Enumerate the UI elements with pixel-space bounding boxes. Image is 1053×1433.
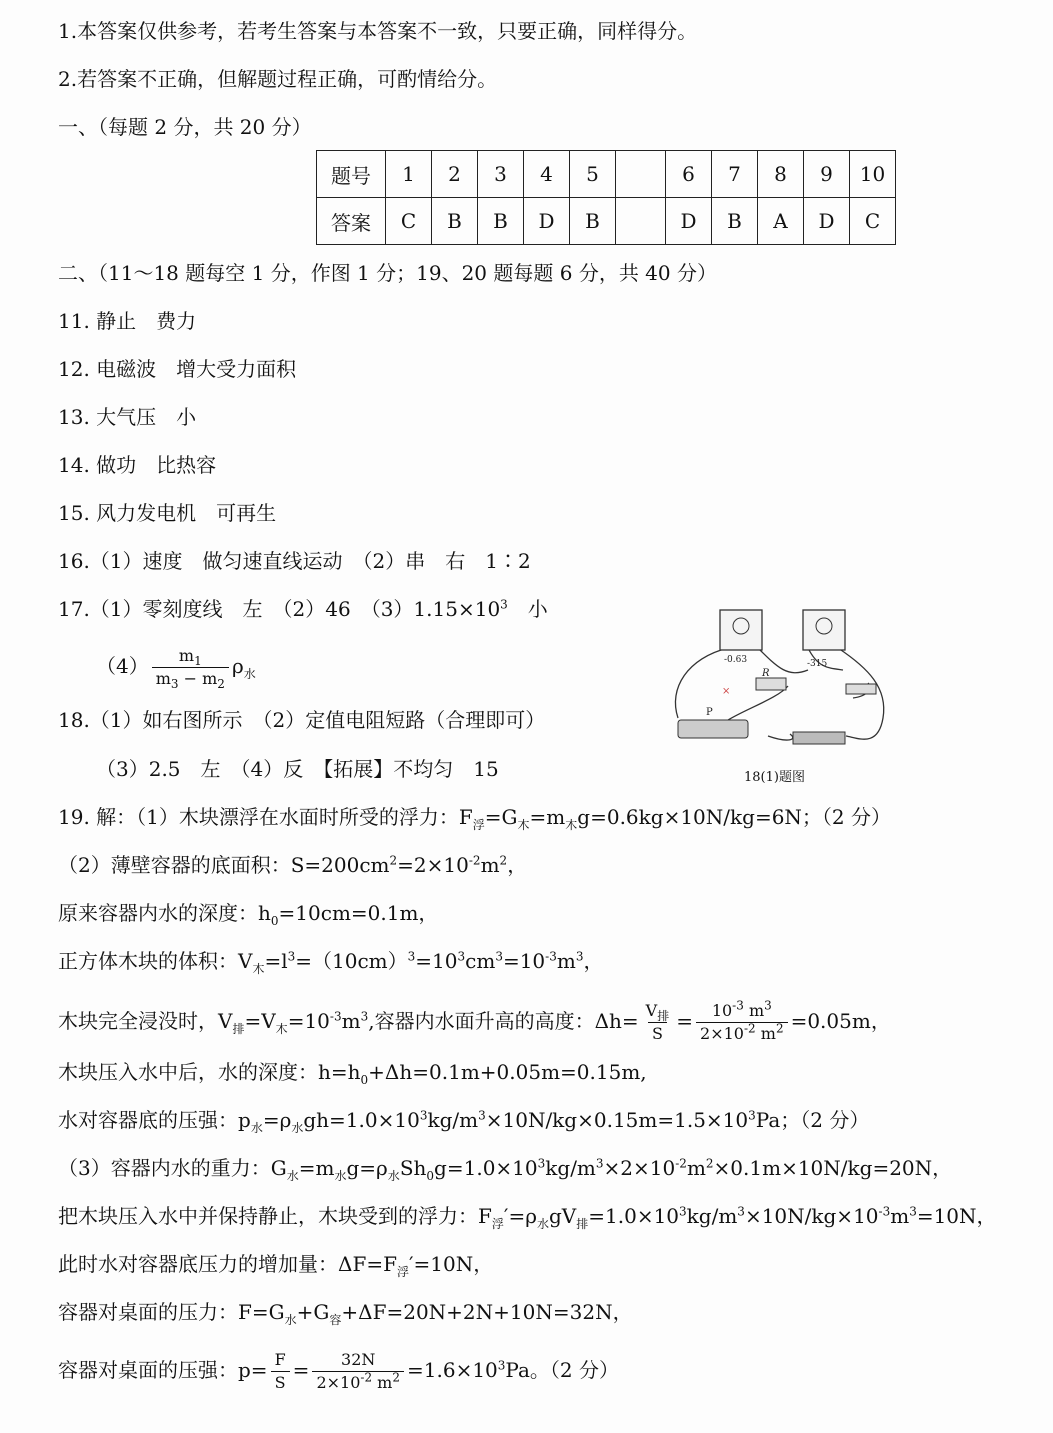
table-cell: C	[386, 198, 432, 245]
answer-19-line10: 此时水对容器底压力的增加量：$\Delta F=F_浮'=10N$，	[58, 1252, 494, 1279]
answer-16: 16.（1）速度 做匀速直线运动 （2）串 右 1∶2	[58, 549, 531, 573]
table-cell: A	[758, 198, 804, 245]
table-cell: 6	[666, 151, 712, 198]
answer-15: 15. 风力发电机 可再生	[58, 501, 277, 525]
answer-19-line5: 木块完全浸没时，$V_排=V_木=10^{-3}m^3$,容器内水面升高的高度：Δh= $\frac{V_排}{S}$ = $\frac{10^{-3} m^3}{2\times 10^{-2} m^2}$ =0.05m，	[58, 998, 891, 1043]
density-fraction: $\frac{m_1}{m_3 - m_2}$	[152, 648, 229, 687]
table-cell: 10	[850, 151, 896, 198]
answer-13: 13. 大气压 小	[58, 405, 197, 429]
table-cell: 1	[386, 151, 432, 198]
table-cell: 5	[570, 151, 616, 198]
table-cell: D	[666, 198, 712, 245]
answer-19-line6: 木块压入水中后，水的深度：$h=h_0+\Delta h=0.1m+0.05m=0.15m$,	[58, 1060, 647, 1087]
answer-19-line11: 容器对桌面的压力：$F=G_水+G_容+\Delta F=20N+2N+10N=32N$，	[58, 1300, 633, 1327]
table-cell: B	[570, 198, 616, 245]
table-cell: B	[478, 198, 524, 245]
answer-17-part4-label: （4）	[96, 654, 149, 678]
note-1: 1.本答案仅供参考，若考生答案与本答案不一致，只要正确，同样得分。	[58, 19, 698, 43]
section1-title: 一、（每题 2 分，共 20 分）	[58, 115, 312, 139]
voltmeter-shape	[803, 610, 845, 650]
answer-19-line4: 正方体木块的体积：$V_木=l^3=(10cm)^3=10^3cm^3=10^{-3}m^3$，	[58, 949, 604, 976]
resistor-label: R	[762, 668, 770, 679]
answer-19-line2: （2）薄壁容器的底面积：$S=200cm^2=2\times 10^{-2}m^2$，	[58, 853, 528, 877]
answer-17-part4: （4） $\frac{m_1}{m_3 - m_2}$ $\rho_水$	[96, 646, 256, 692]
table-cell: B	[432, 198, 478, 245]
table-gap-cell	[616, 151, 666, 198]
answer-19-line3: 原来容器内水的深度：$h_0=10cm=0.1m$，	[58, 901, 439, 928]
slider-label: P	[706, 707, 713, 718]
resistor-shape	[756, 678, 786, 690]
answer-19-line1: 19. 解：（1）木块漂浮在水面时所受的浮力：$F_浮=G_木=m_木g=0.6kg\times 10N/kg=6N$；（2 分）	[58, 805, 892, 832]
table-cell: D	[804, 198, 850, 245]
table-cell: 7	[712, 151, 758, 198]
answer-17-part1	[58, 596, 548, 622]
table-cell: 2	[432, 151, 478, 198]
switch-shape	[846, 684, 876, 694]
answer-18-part3: （3）2.5 左 （4）反 【拓展】不均匀 15	[96, 757, 499, 781]
answer-12: 12. 电磁波 增大受力面积	[58, 357, 297, 381]
ammeter-terminal-label: -0.63	[724, 655, 748, 665]
ammeter-shape	[720, 610, 762, 650]
answer-11: 11. 静止 费力	[58, 309, 197, 333]
table-cell: 8	[758, 151, 804, 198]
rheostat-shape	[678, 720, 748, 738]
table-cell: B	[712, 198, 758, 245]
table-cell: 3	[478, 151, 524, 198]
answer-19-line8: （3）容器内水的重力：$G_水=m_水g=\rho_水Sh_0g=1.0\times 10^3kg/m^3\times 2\times 10^{-2}m^2\times 0.1m\times 10N/kg=20N$，	[58, 1156, 953, 1183]
answer-17-text: 17.（1）零刻度线 左 （2）46 （3）1.15×10	[58, 597, 501, 621]
battery-shape	[793, 732, 845, 744]
voltmeter-terminal-label: -315	[807, 659, 828, 669]
table-cell: D	[524, 198, 570, 245]
answer-header: 答案	[317, 198, 386, 245]
answer-19-line7: 水对容器底的压强：$p_水=\rho_水gh=1.0\times 10^3kg/m^3\times 10N/kg\times 0.15m=1.5\times 10^3Pa$；（2 分）	[58, 1108, 870, 1135]
answer-19-line9: 把木块压入水中并保持静止，木块受到的浮力：$F_浮'=\rho_水gV_排=1.0\times 10^3kg/m^3\times 10N/kg\times 10^{-3}m^3=10N$，	[58, 1204, 997, 1231]
answer-18-part1: 18.（1）如右图所示 （2）定值电阻短路（合理即可）	[58, 708, 546, 732]
answer-17-tail: 小	[507, 597, 548, 621]
circuit-diagram	[668, 608, 898, 766]
question-number-header: 题号	[317, 151, 386, 198]
cross-mark: ×	[722, 686, 731, 697]
table-cell: 4	[524, 151, 570, 198]
figure-caption: 18(1)题图	[744, 770, 805, 785]
table-cell: C	[850, 198, 896, 245]
answer-table	[316, 150, 896, 245]
note-2: 2.若答案不正确，但解题过程正确，可酌情给分。	[58, 67, 498, 91]
answer-19-line12: 容器对桌面的压强：p= $\frac{F}{S}$ = $\frac{32N}{2\times 10^{-2} m^2}$ $=1.6\times 10^3Pa$。（2 分）	[58, 1350, 619, 1392]
table-cell: 9	[804, 151, 850, 198]
exponent: 3	[500, 597, 508, 612]
table-gap-cell	[616, 198, 666, 245]
section2-title: 二、（11～18 题每空 1 分，作图 1 分；19、20 题每题 6 分，共 40 分）	[58, 261, 717, 285]
answer-14: 14. 做功 比热容	[58, 453, 217, 477]
